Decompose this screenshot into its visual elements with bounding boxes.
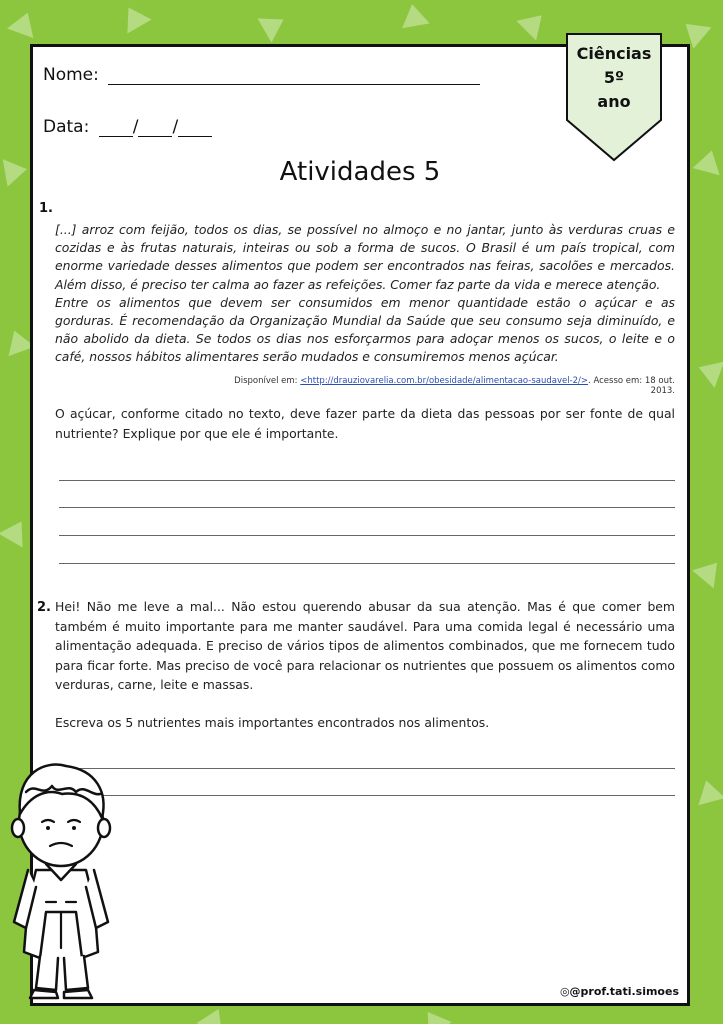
- answer-line[interactable]: [59, 480, 675, 481]
- answer-line[interactable]: [59, 795, 675, 796]
- page-title: Atividades 5: [279, 157, 441, 187]
- boy-illustration: [6, 752, 116, 1002]
- quote-paragraph: [...] arroz com feijão, todos os dias, se possível no almoço e no jantar, junto às verduras cruas e cozidas e às frutas naturais, inteiras ou sob a forma de sucos. O Brasil é um país tropical, com enorme variedade desses alimentos que podem ser encontrados nas feiras, sacolões e mercados. Além disso, é preciso ter calma ao fazer as refeições. Comer faz parte da vida e merece atenção.: [55, 222, 675, 292]
- worksheet-page: [30, 44, 690, 1006]
- source-suffix: . Acesso em: 18 out. 2013.: [588, 376, 675, 396]
- question-2-paragraph: Hei! Não me leve a mal... Não estou querendo abusar da sua atenção. Mas é que comer bem também é muito importante para me manter saudável. Para uma comida legal é necessário uma alimentação adequada. E preciso de vários tipos de alimentos combinados, que me fornecem tudo para ficar forte. Mas preciso de você para relacionar os nutrientes que possuem os alimentos como verduras, carne, leite e massas.: [55, 599, 675, 692]
- credit-handle: @prof.tati.simoes: [569, 985, 679, 998]
- source-citation: [213, 376, 675, 396]
- source-prefix: Disponível em:: [234, 376, 301, 386]
- badge-grade-suffix: ano: [597, 92, 631, 111]
- date-day-blank[interactable]: [99, 120, 133, 137]
- answer-line[interactable]: [59, 563, 675, 564]
- answer-line[interactable]: [59, 768, 675, 769]
- answer-line[interactable]: [59, 535, 675, 536]
- badge-grade: 5º: [603, 68, 625, 87]
- badge-subject: Ciências: [576, 44, 652, 63]
- name-field[interactable]: [43, 65, 480, 85]
- date-year-blank[interactable]: [178, 120, 212, 137]
- name-blank[interactable]: [108, 68, 480, 85]
- date-separator: /: [132, 117, 139, 137]
- date-month-blank[interactable]: [138, 120, 172, 137]
- instagram-credit: [560, 985, 679, 998]
- date-label: Data:: [43, 117, 90, 137]
- source-link[interactable]: <http://drauziovarelia.com.br/obesidade/alimentacao-saudavel-2/>: [300, 376, 589, 386]
- question-2-prompt: Escreva os 5 nutrientes mais importantes encontrados nos alimentos.: [55, 715, 490, 730]
- instagram-icon: ◎: [559, 985, 570, 998]
- question-2-number: 2.: [37, 600, 51, 615]
- question-1-prompt: O açúcar, conforme citado no texto, deve fazer parte da dieta das pessoas por ser fonte de qual nutriente? Explique por que ele é importante.: [55, 406, 675, 441]
- answer-line[interactable]: [59, 507, 675, 508]
- question-1-number: 1.: [39, 201, 53, 216]
- date-field[interactable]: [43, 117, 212, 137]
- subject-badge: [565, 32, 663, 162]
- quoted-text: [55, 221, 675, 367]
- quote-paragraph: Entre os alimentos que devem ser consumidos em menor quantidade estão o açúcar e as gorduras. É recomendação da Organização Mundial da Saúde que seu consumo seja diminuído, e não abolido da dieta. Se todos os dias nos esforçarmos para adoçar menos os sucos, o leite e o café, nossos hábitos alimentares serão mudados e consumiremos menos açúcar.: [55, 294, 675, 365]
- date-separator: /: [172, 117, 179, 137]
- name-label: Nome:: [43, 65, 99, 85]
